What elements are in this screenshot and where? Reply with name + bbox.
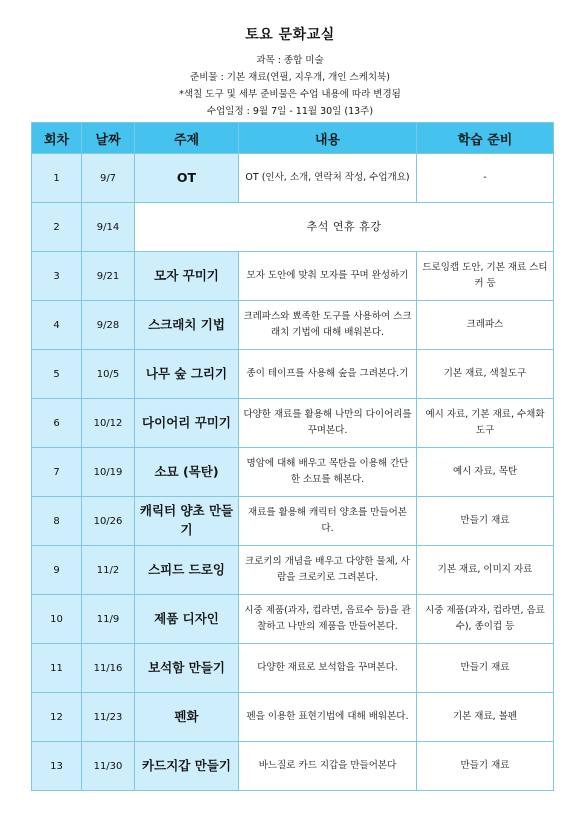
session-number: 10 [32, 595, 82, 644]
session-topic: 스크래치 기법 [135, 301, 239, 350]
session-number: 8 [32, 497, 82, 546]
session-date: 9/28 [82, 301, 135, 350]
session-preparation: 기본 재료, 볼펜 [417, 693, 554, 742]
materials-note-line: *색칠 도구 및 세부 준비물은 수업 내용에 따라 변경됨 [179, 89, 401, 100]
session-content: 명암에 대해 배우고 목탄을 이용해 간단한 소묘를 해본다. [239, 448, 417, 497]
session-date: 11/2 [82, 546, 135, 595]
session-number: 12 [32, 693, 82, 742]
session-preparation: 예시 자료, 목탄 [417, 448, 554, 497]
table-row [32, 644, 554, 693]
table-row [32, 154, 554, 203]
session-topic: 다이어리 꾸미기 [135, 399, 239, 448]
session-content: 크로키의 개념을 배우고 다양한 물체, 사람을 크로키로 그려본다. [239, 546, 417, 595]
session-preparation: 드로잉캡 도안, 기본 재료 스티커 등 [417, 252, 554, 301]
session-preparation: 기본 재료, 색칠도구 [417, 350, 554, 399]
session-topic: 카드지갑 만들기 [135, 742, 239, 791]
session-content: 종이 테이프를 사용해 숲을 그려본다.기 [239, 350, 417, 399]
session-preparation: 크레파스 [417, 301, 554, 350]
table-row [32, 448, 554, 497]
session-date: 10/19 [82, 448, 135, 497]
session-number: 3 [32, 252, 82, 301]
session-number: 2 [32, 203, 82, 252]
header-session: 회차 [32, 123, 82, 154]
session-preparation: 예시 자료, 기본 재료, 수채화 도구 [417, 399, 554, 448]
session-preparation: 만들기 재료 [417, 644, 554, 693]
session-date: 9/14 [82, 203, 135, 252]
session-date: 11/9 [82, 595, 135, 644]
table-row [32, 595, 554, 644]
session-content: OT (인사, 소개, 연락처 작성, 수업개요) [239, 154, 417, 203]
schedule-table [31, 122, 554, 791]
table-row [32, 252, 554, 301]
session-topic: 나무 숲 그리기 [135, 350, 239, 399]
table-row [32, 497, 554, 546]
session-date: 10/12 [82, 399, 135, 448]
session-content: 재료를 활용해 캐릭터 양초를 만들어본다. [239, 497, 417, 546]
session-number: 6 [32, 399, 82, 448]
session-content: 모자 도안에 맞춰 모자를 꾸며 완성하기 [239, 252, 417, 301]
subject-line: 과목 : 종합 미술 [256, 55, 324, 66]
session-date: 9/21 [82, 252, 135, 301]
table-row [32, 742, 554, 791]
header-topic: 주제 [135, 123, 239, 154]
session-topic: 스피드 드로잉 [135, 546, 239, 595]
session-date: 11/16 [82, 644, 135, 693]
session-content: 시중 제품(과자, 컵라면, 음료수 등)을 관찰하고 나만의 제품을 만들어본다. [239, 595, 417, 644]
schedule-line: 수업일정 : 9월 7일 - 11월 30일 (13주) [206, 106, 374, 117]
session-topic: OT [135, 154, 239, 203]
session-number: 1 [32, 154, 82, 203]
header-content: 내용 [239, 123, 417, 154]
session-number: 11 [32, 644, 82, 693]
session-date: 11/23 [82, 693, 135, 742]
table-header-row [32, 123, 554, 154]
session-content: 펜을 이용한 표현기법에 대해 배워본다. [239, 693, 417, 742]
table-row [32, 203, 554, 252]
session-topic: 모자 꾸미기 [135, 252, 239, 301]
table-row [32, 693, 554, 742]
page-title: 토요 문화교실 [245, 27, 335, 43]
session-date: 11/30 [82, 742, 135, 791]
session-preparation: 시중 제품(과자, 컵라면, 음료수), 종이컵 등 [417, 595, 554, 644]
session-content: 다양한 재료를 활용해 나만의 다이어리를 꾸며본다. [239, 399, 417, 448]
holiday-note: 추석 연휴 휴강 [135, 203, 554, 252]
table-row [32, 546, 554, 595]
session-preparation: 만들기 재료 [417, 742, 554, 791]
header-preparation: 학습 준비 [417, 123, 554, 154]
session-number: 13 [32, 742, 82, 791]
session-preparation: - [417, 154, 554, 203]
session-date: 10/26 [82, 497, 135, 546]
session-topic: 소묘 (목탄) [135, 448, 239, 497]
session-date: 9/7 [82, 154, 135, 203]
session-topic: 펜화 [135, 693, 239, 742]
table-body [32, 154, 554, 791]
session-number: 9 [32, 546, 82, 595]
session-content: 다양한 재료로 보석함을 꾸며본다. [239, 644, 417, 693]
session-date: 10/5 [82, 350, 135, 399]
session-number: 7 [32, 448, 82, 497]
session-preparation: 만들기 재료 [417, 497, 554, 546]
table-row [32, 399, 554, 448]
table-row [32, 350, 554, 399]
materials-line: 준비물 : 기본 재료(연필, 지우개, 개인 스케치북) [190, 72, 390, 83]
session-content: 크레파스와 뾰족한 도구를 사용하여 스크래치 기법에 대해 배워본다. [239, 301, 417, 350]
session-topic: 캐릭터 양초 만들기 [135, 497, 239, 546]
session-number: 4 [32, 301, 82, 350]
session-topic: 보석함 만들기 [135, 644, 239, 693]
session-preparation: 기본 재료, 이미지 자료 [417, 546, 554, 595]
session-topic: 제품 디자인 [135, 595, 239, 644]
table-row [32, 301, 554, 350]
session-content: 바느질로 카드 지갑을 만들어본다 [239, 742, 417, 791]
session-number: 5 [32, 350, 82, 399]
header-date: 날짜 [82, 123, 135, 154]
